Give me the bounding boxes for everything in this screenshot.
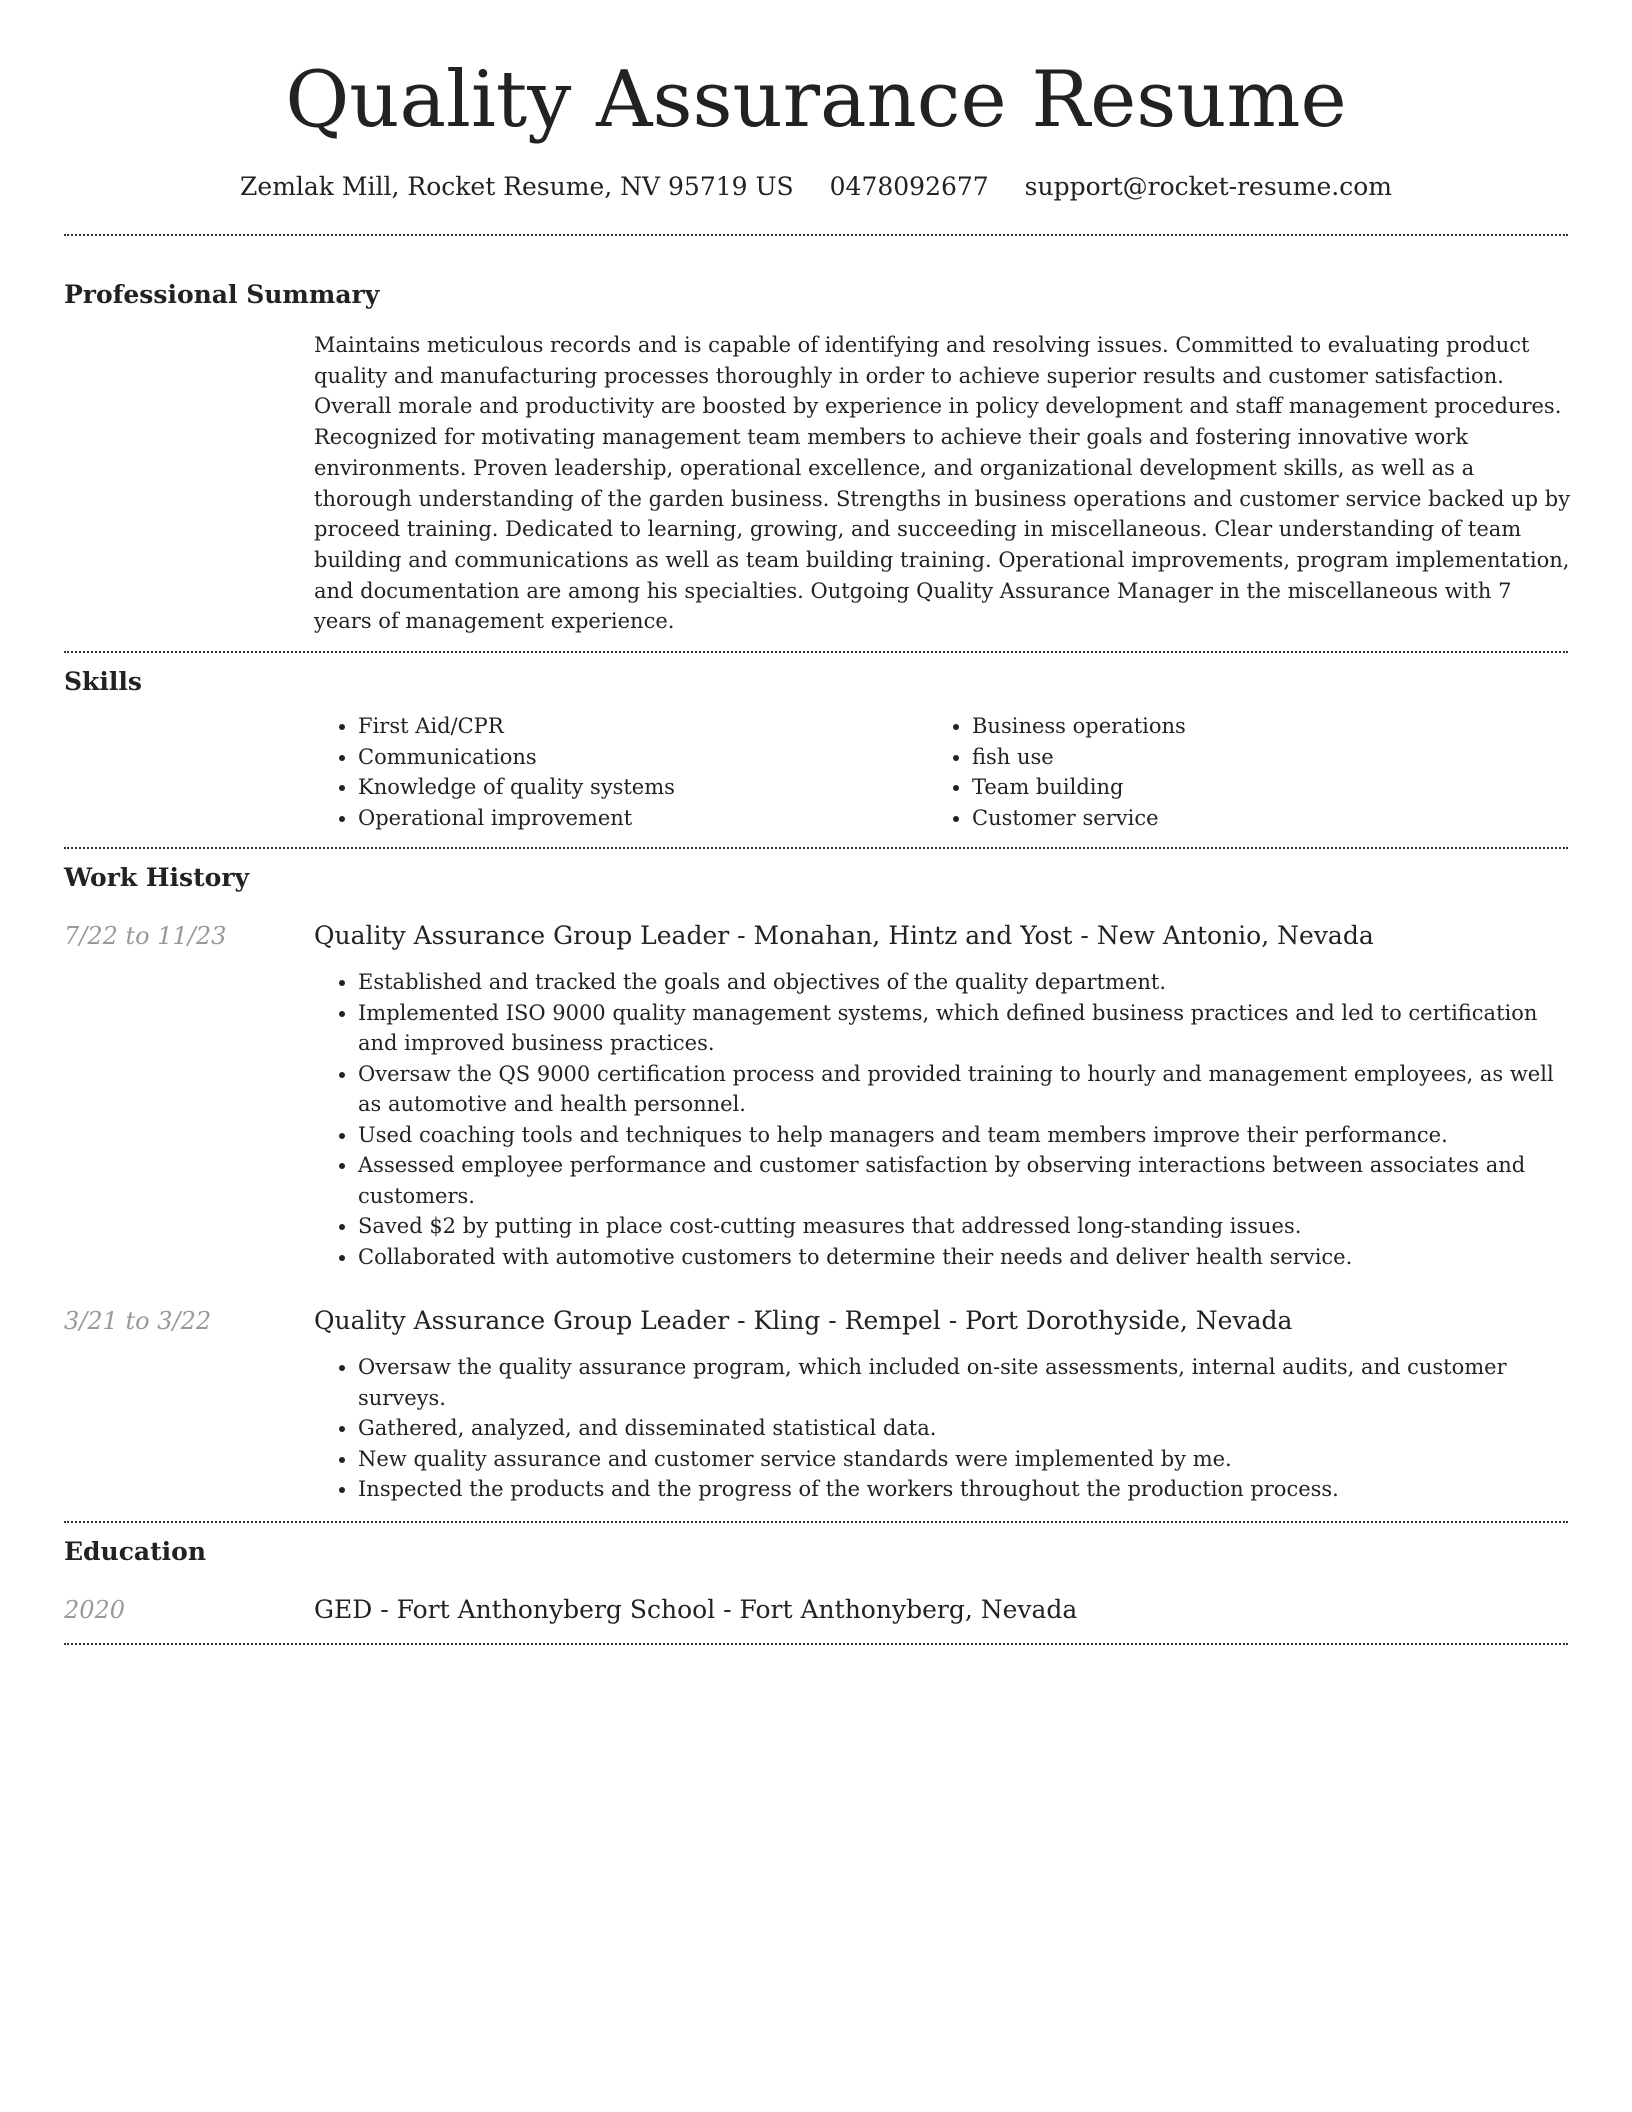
job-date: 3/21 to 3/22 [64,1307,212,1336]
contact-email: support@rocket-resume.com [1024,172,1392,201]
job-body [314,1304,1568,1505]
job-bullet: • Collaborated with automotive customers to determine their needs and deliver health service. [358,1242,1568,1273]
job-title: Quality Assurance Group Leader - Kling - Rempel - Port Dorothyside, Nevada [314,1306,1293,1336]
job-entry [64,1304,1568,1505]
skills-heading: Skills [64,667,142,697]
contact-phone: 0478092677 [829,172,989,201]
job-bullet: • Used coaching tools and techniques to help managers and team members improve their performance. [358,1120,1568,1151]
education-heading: Education [64,1536,207,1566]
education-section [64,1535,1568,1627]
job-bullets [314,1352,1568,1505]
job-title: Quality Assurance Group Leader - Monahan, Hintz and Yost - New Antonio, Nevada [314,921,1374,951]
education-title: GED - Fort Anthonyberg School - Fort Anthonyberg, Nevada [314,1594,1078,1624]
skill-item: • Knowledge of quality systems [358,772,928,803]
skill-item: • Customer service [972,803,1542,834]
divider [64,651,1568,653]
skills-column-left [314,711,928,833]
skill-item: • Communications [358,742,928,773]
work-section [64,861,1568,1505]
skill-item: • First Aid/CPR [358,711,928,742]
job-bullet: • New quality assurance and customer service standards were implemented by me. [358,1444,1568,1475]
job-entry [64,919,1568,1272]
divider [64,1643,1568,1645]
job-body [314,919,1568,1272]
divider [64,234,1568,236]
resume-title: Quality Assurance Resume [285,55,1347,145]
skill-item: • Business operations [972,711,1542,742]
contact-line [64,170,1568,204]
summary-heading: Professional Summary [64,280,380,309]
job-bullet: • Oversaw the quality assurance program, which included on-site assessments, internal audits, and customer surveys. [358,1352,1568,1413]
divider [64,847,1568,849]
job-date: 7/22 to 11/23 [64,922,227,951]
job-bullet: • Assessed employee performance and customer satisfaction by observing interactions between associates and customers. [358,1150,1568,1211]
job-bullet: • Saved $2 by putting in place cost-cutting measures that addressed long-standing issues. [358,1211,1568,1242]
education-date: 2020 [64,1595,126,1624]
skill-item: • fish use [972,742,1542,773]
work-heading: Work History [64,863,250,893]
skill-item: • Team building [972,772,1542,803]
education-entry [64,1593,1568,1627]
job-bullet: • Established and tracked the goals and objectives of the quality department. [358,967,1568,998]
contact-address: Zemlak Mill, Rocket Resume, NV 95719 US [240,172,794,201]
job-bullet: • Oversaw the QS 9000 certification process and provided training to hourly and management employees, as well as automotive and health personnel. [358,1059,1568,1120]
job-bullet: • Implemented ISO 9000 quality management systems, which defined business practices and led to certification and improved business practices. [358,998,1568,1059]
resume-page [64,0,1571,1645]
skills-section [64,665,1568,833]
summary-section [64,278,1571,637]
job-bullets [314,967,1568,1272]
job-bullet: • Inspected the products and the progress of the workers throughout the production process. [358,1474,1568,1505]
skills-list [314,711,1568,833]
education-body [314,1593,1568,1627]
summary-text: Maintains meticulous records and is capable of identifying and resolving issues. Committed to evaluating product quality and manufacturing processes thoroughly in order to achieve superior results and customer satisfaction. Overall morale and productivity are boosted by experience in policy development and staff management procedures. Recognized for motivating management team members to achieve their goals and fostering innovative work environments. Proven leadership, operational excellence, and organizational development skills, as well as a thorough understanding of the garden business. Strengths in business operations and customer service backed up by proceed training. Dedicated to learning, growing, and succeeding in miscellaneous. Clear understanding of team building and communications as well as team building training. Operational improvements, program implementation, and documentation are among his specialties. Outgoing Quality Assurance Manager in the miscellaneous with 7 years of management experience. [314,333,1571,634]
job-bullet: • Gathered, analyzed, and disseminated statistical data. [358,1413,1568,1444]
skill-item: • Operational improvement [358,803,928,834]
skills-column-right [928,711,1542,833]
divider [64,1521,1568,1523]
